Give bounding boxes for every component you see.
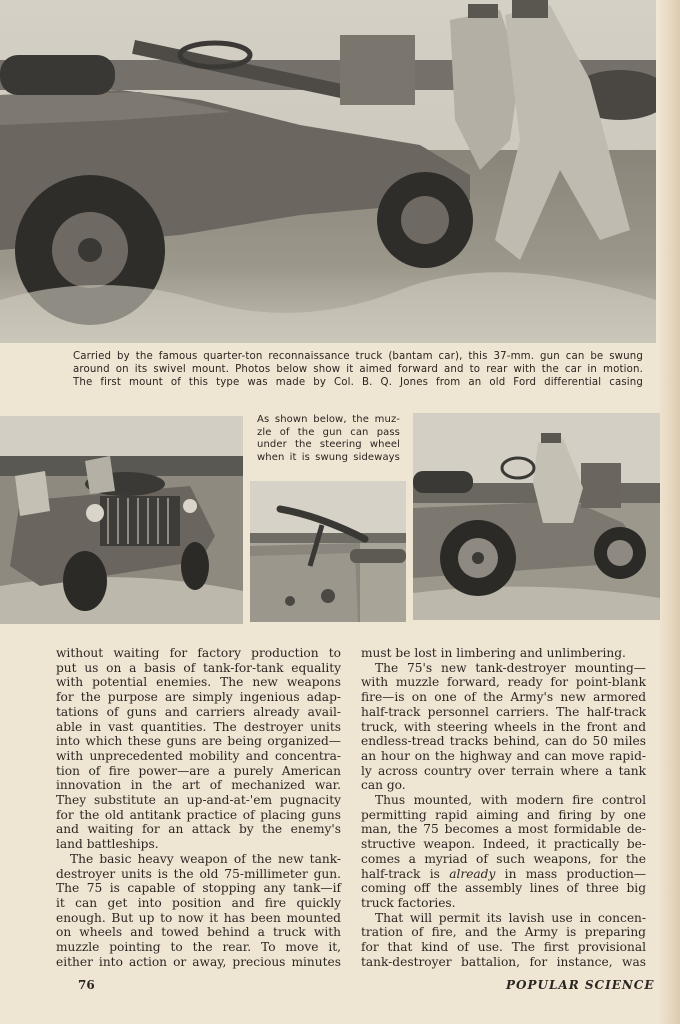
text-line: an hour on the highway and can move rapid- (361, 748, 646, 763)
caption-line: Carried by the famous quarter-ton reconnaissance truck (bantam car), this 37-mm. gun can be swung (73, 351, 643, 362)
text-fragment: half-track is (361, 866, 450, 881)
text-line: can go. (361, 778, 406, 793)
caption-line: around on its swivel mount. Photos below show it aimed forward and to rear with the car in motion. (73, 364, 643, 375)
text-line: muzzle pointing to the rear. To move it, (56, 940, 341, 955)
text-line: tion of fire power—are a purely American (56, 763, 341, 778)
publication-name: POPULAR SCIENCE (506, 978, 655, 992)
text-line (361, 867, 646, 882)
text-line: for the old antitank practice of placing guns (56, 807, 341, 822)
text-line: put us on a basis of tank-for-tank equality (56, 660, 341, 675)
paragraph (56, 646, 341, 852)
text-line: coming off the assembly lines of three big (361, 881, 646, 896)
paragraph (361, 646, 646, 661)
text-line: tations of guns and carriers already avail- (56, 704, 341, 719)
photo-bantam-car-front (0, 416, 243, 624)
text-line: endless-tread tracks behind, can do 50 miles (361, 734, 646, 749)
text-line: for the purpose are simply ingenious adap- (56, 690, 341, 705)
text-line: destroyer units is the old 75-millimeter gun. (56, 866, 341, 881)
text-line: Thus mounted, with modern fire control (375, 793, 646, 808)
text-line: comes a myriad of such weapons, for the (361, 851, 646, 866)
article-column-left (56, 646, 341, 969)
text-line: into which these guns are being organized— (56, 734, 341, 749)
text-line: tration of fire, and the Army is preparing (361, 925, 646, 940)
text-line: innovation in the art of mechanized war. (56, 778, 341, 793)
caption-line: The first mount of this type was made by Col. B. Q. Jones from an old Ford differential casing (73, 377, 643, 388)
text-line: on wheels and towed behind a truck with (56, 925, 341, 940)
text-line: structive weapon. Indeed, it practically be- (361, 837, 646, 852)
article-column-right (361, 646, 646, 969)
text-line: and waiting for an attack by the enemy's (56, 822, 341, 837)
text-line: truck, with steering wheels in the front and (361, 719, 646, 734)
text-line: with muzzle forward, ready for point-blank (361, 675, 646, 690)
text-line: with unprecedented mobility and concentra- (56, 748, 341, 763)
photo-bantam-car-side (413, 413, 660, 620)
text-line: man, the 75 becomes a most formidable de- (361, 822, 646, 837)
side-photo-caption (257, 414, 400, 464)
text-line: able in vast quantities. The destroyer units (56, 719, 341, 734)
paragraph (361, 911, 646, 970)
text-line: without waiting for factory production to (56, 646, 341, 660)
page-number: 76 (78, 978, 95, 992)
text-line: The 75's new tank-destroyer mounting— (375, 660, 646, 675)
text-line: fire—is on one of the Army's new armored (361, 690, 646, 705)
text-line: half-track personnel carriers. The half-track (361, 704, 646, 719)
text-line: land battleships. (56, 837, 159, 852)
text-line: must be lost in limbering and unlimbering. (361, 646, 626, 660)
caption-line: when it is swung sideways (257, 451, 400, 463)
text-line: That will permit its lavish use in concen- (375, 910, 646, 925)
photo-gun-under-steering-wheel (250, 481, 406, 622)
main-photo-caption (73, 350, 643, 389)
text-line: either into action or away, precious minutes (56, 954, 341, 969)
text-line: enough. But up to now it has been mounted (56, 910, 341, 925)
photo-bantam-car-37mm-gun (0, 0, 656, 343)
paragraph (361, 793, 646, 911)
text-line: with potential enemies. The new weapons (56, 675, 341, 690)
text-line: They substitute an up-and-at-'em pugnacity (56, 793, 341, 808)
text-fragment: in mass production— (495, 866, 647, 881)
text-line: truck factories. (361, 895, 456, 910)
text-line: The basic heavy weapon of the new tank- (70, 851, 341, 866)
text-line: ly across country over terrain where a tank (361, 763, 646, 778)
page-edge (658, 0, 680, 1024)
text-line: for that kind of use. The first provisional (361, 940, 646, 955)
paragraph (56, 852, 341, 970)
emphasis-already: already (449, 866, 496, 881)
caption-line: zle of the gun can pass (257, 426, 400, 438)
text-line: permitting rapid aiming and firing by one (361, 807, 646, 822)
text-line: tank-destroyer battalion, for instance, was (361, 954, 646, 969)
text-line: The 75 is capable of stopping any tank—if (56, 881, 341, 896)
text-line: it can get into position and fire quickly (56, 895, 341, 910)
caption-line: under the steering wheel (257, 439, 400, 450)
caption-line: As shown below, the muz- (257, 414, 400, 425)
paragraph (361, 661, 646, 793)
